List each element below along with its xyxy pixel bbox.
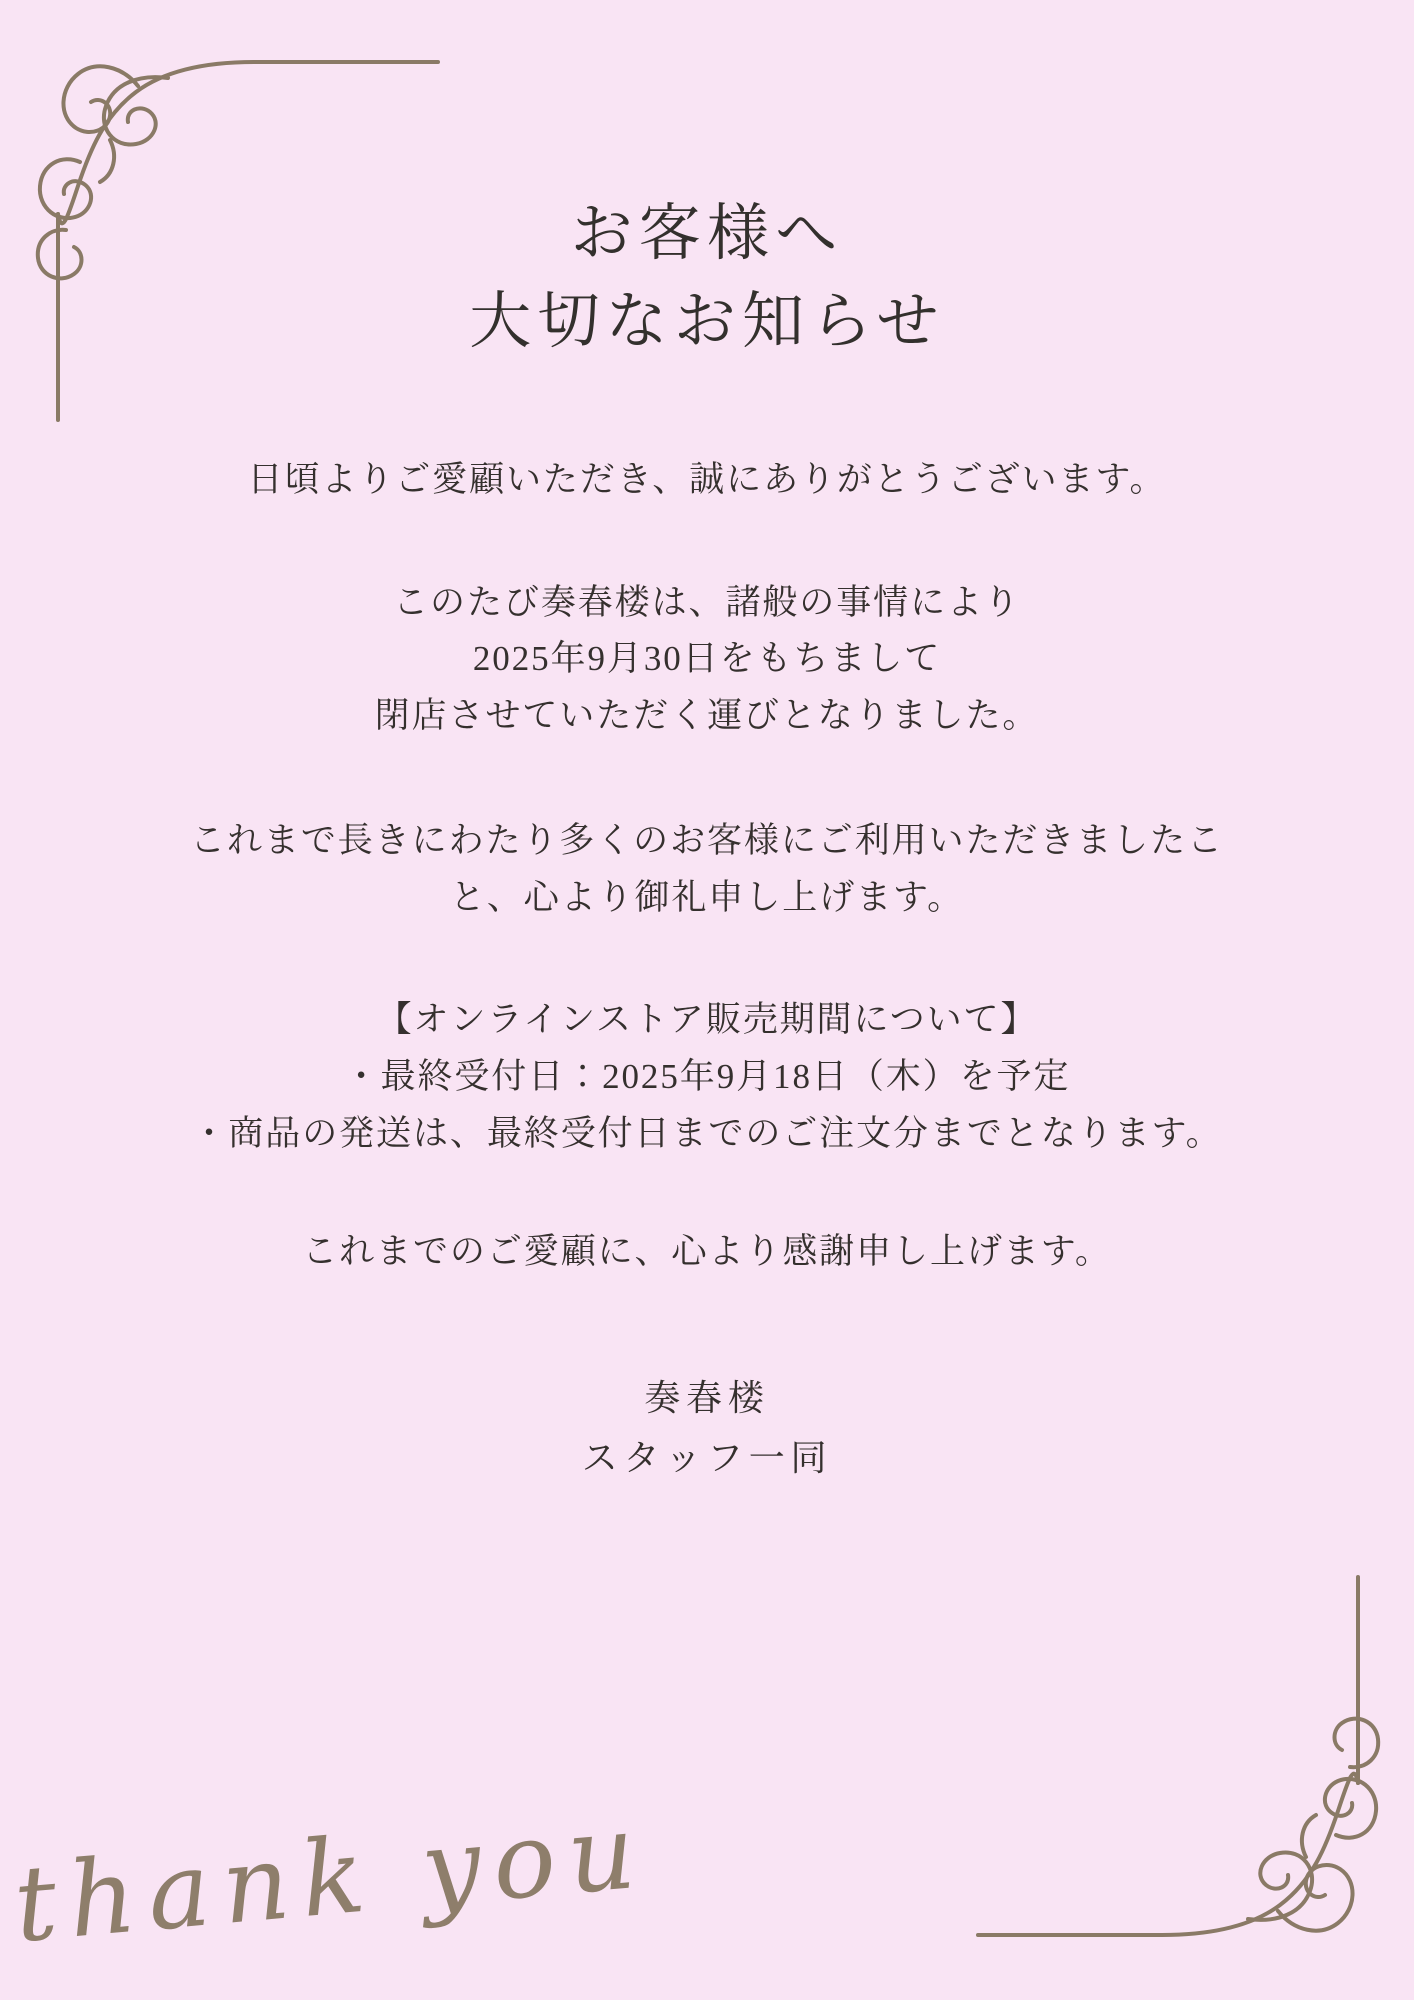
online-store-heading: 【オンラインストア販売期間について】 [376,1000,1038,1040]
page-title [0,190,1414,366]
closure-line-3: 閉店させていただく運びとなりました。 [374,696,1040,736]
greeting-paragraph: 日頃よりご愛顧いただき、誠にありがとうございます。 [247,460,1167,500]
signature-shop-name: 奏春楼 [644,1377,770,1418]
gratitude-line-1: これまで長きにわたり多くのお客様にご利用いただきましたこ [190,820,1224,860]
online-store-item-2: ・商品の発送は、最終受付日までのご注文分までとなります。 [191,1113,1223,1153]
signature-staff: スタッフ一同 [581,1437,833,1478]
page-title-line-1: お客様へ [570,200,844,268]
notice-content [0,190,1414,1488]
gratitude-line-2: と、心より御礼申し上げます。 [449,877,965,917]
thanks-paragraph: これまでのご愛顧に、心より感謝申し上げます。 [302,1232,1112,1272]
online-store-item-1: ・最終受付日：2025年9月18日（木）を予定 [343,1056,1071,1096]
page-title-line-2: 大切なお知らせ [469,288,945,357]
gratitude-paragraph [0,813,1414,926]
online-store-paragraph [0,992,1414,1162]
scroll-flourish-bottom-right-icon [968,1555,1398,1980]
closure-line-1: このたび奏春楼は、諸般の事情により [393,582,1021,622]
closure-paragraph [0,575,1414,745]
thank-you-script: thank you [9,1789,653,1966]
closure-line-2: 2025年9月30日をもちまして [472,639,942,679]
signature [0,1369,1414,1489]
